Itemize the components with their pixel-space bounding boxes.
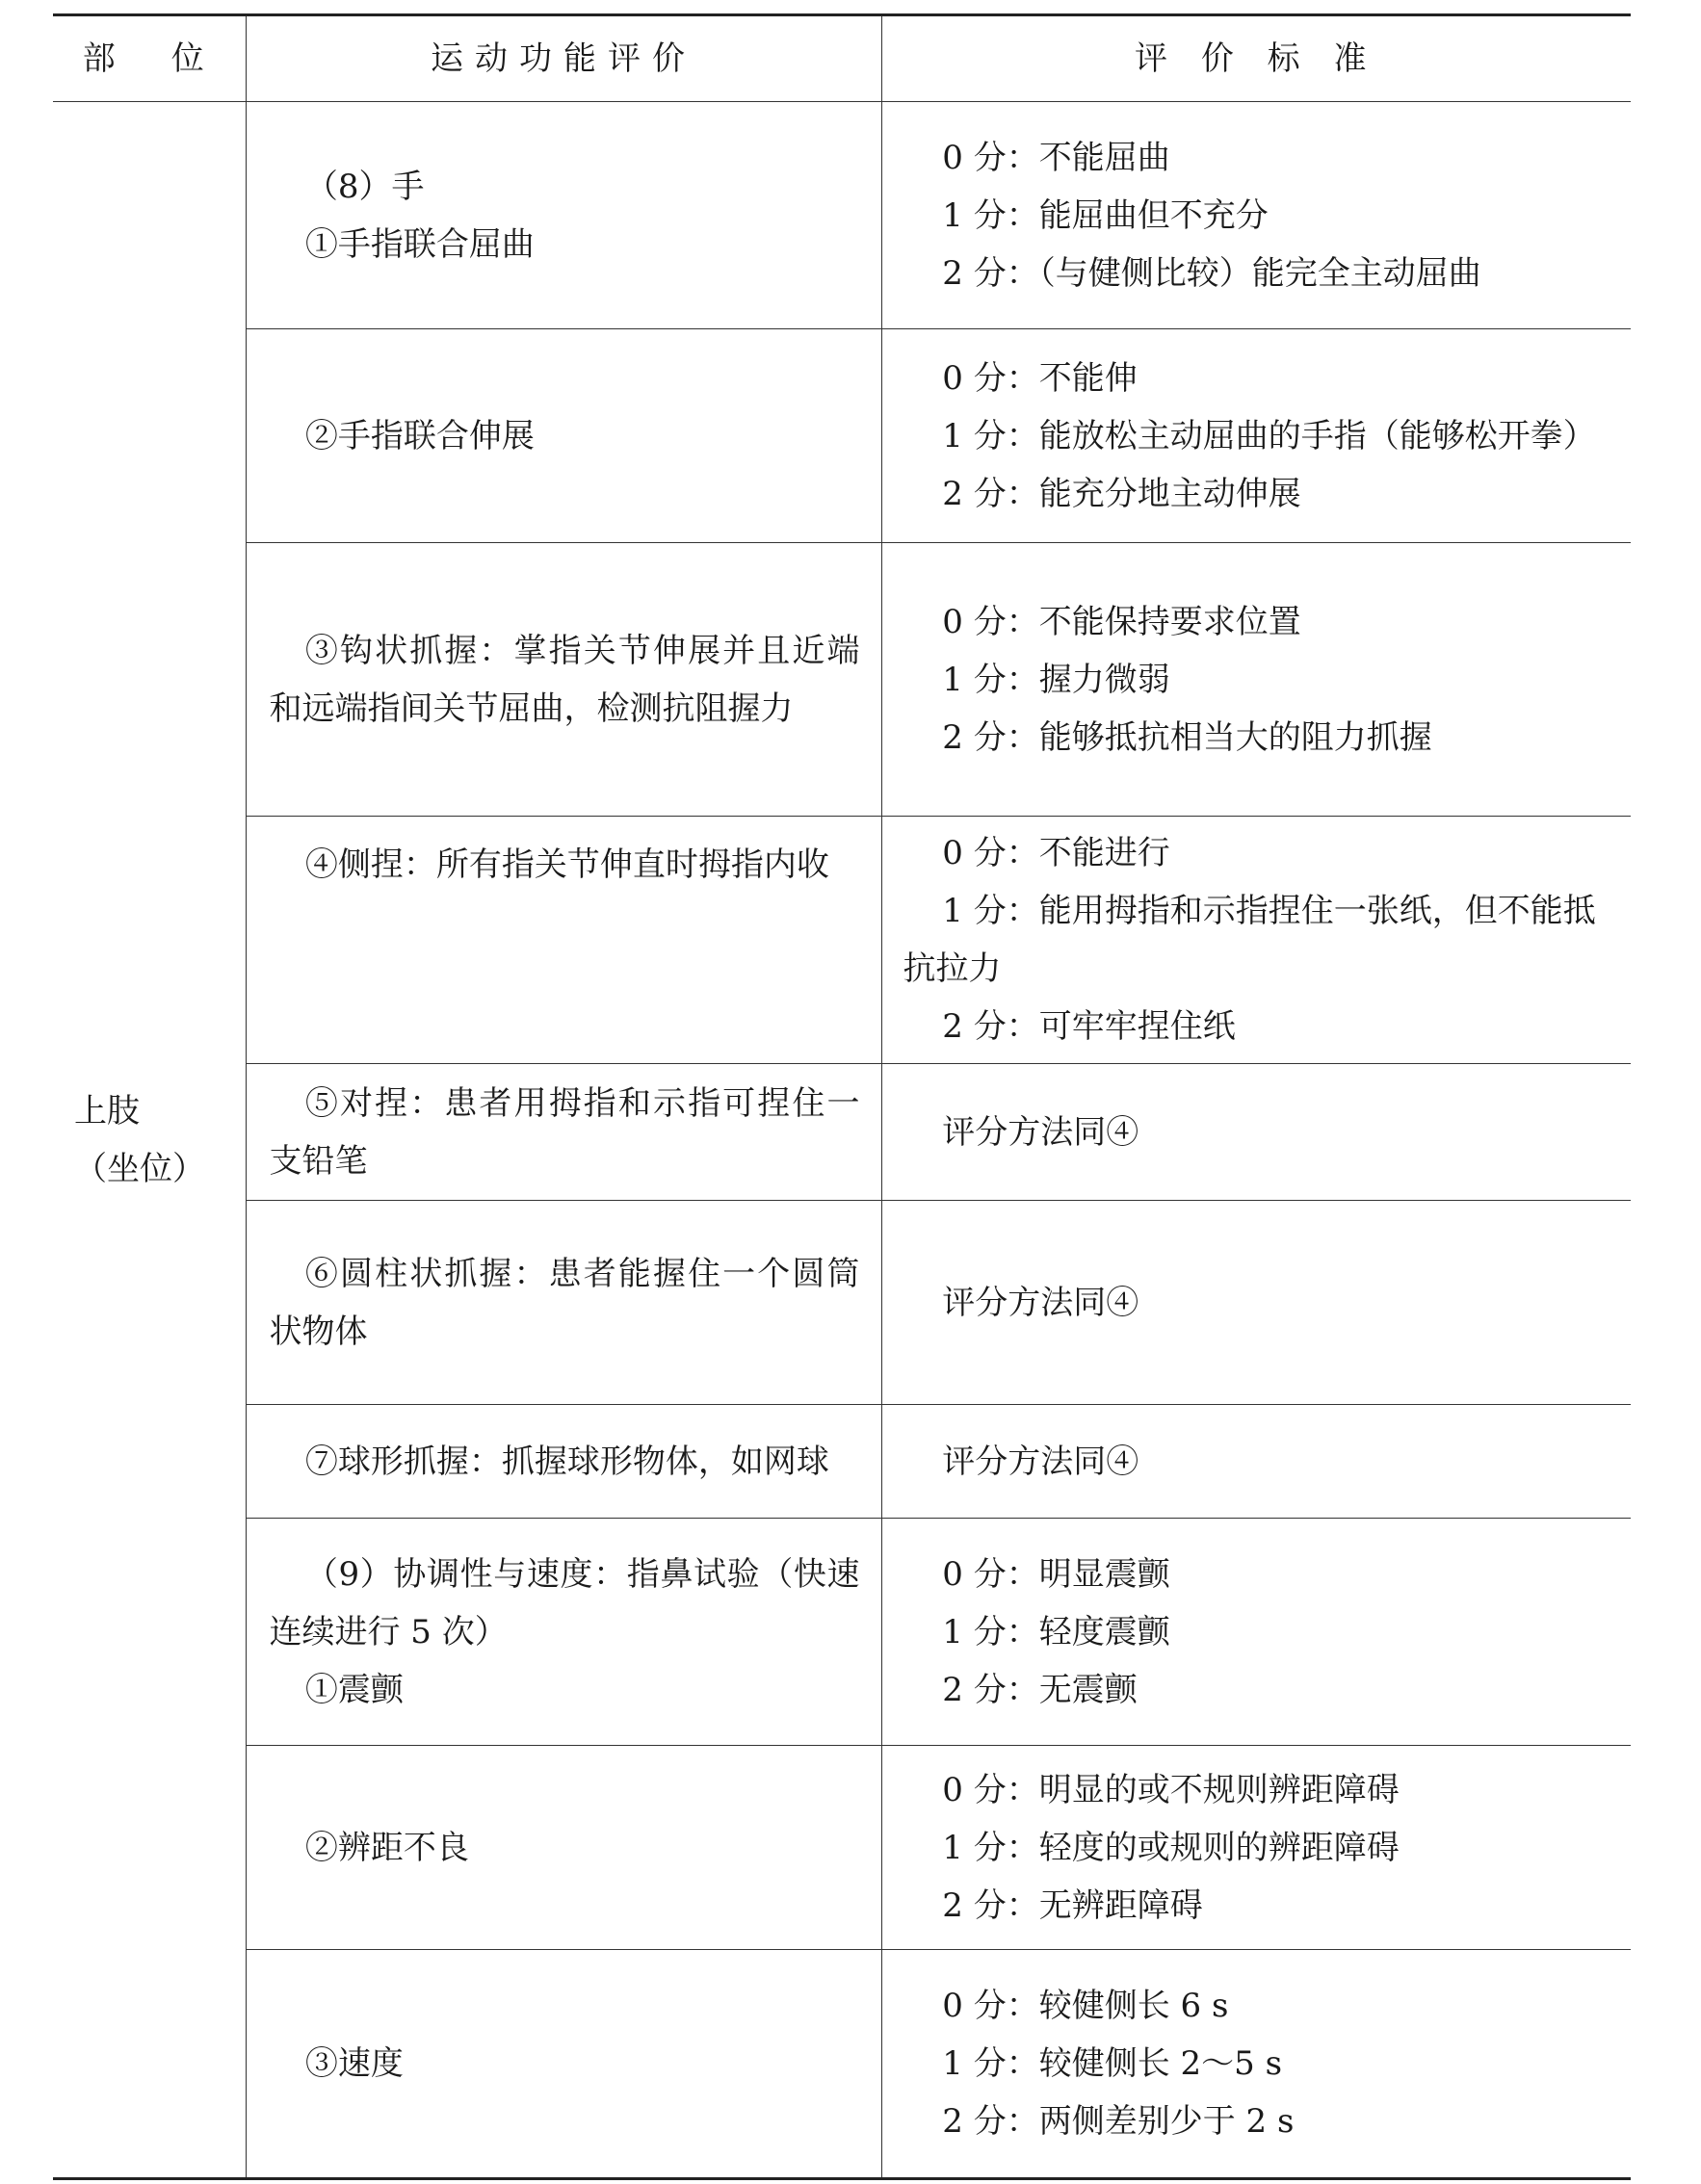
criteria-cell	[881, 1405, 1631, 1519]
part-position: （坐位）	[74, 1149, 205, 1188]
item-line: ⑥圆柱状抓握：患者能握住一个圆筒状物体	[269, 1254, 860, 1351]
part-label: 上肢	[74, 1091, 140, 1131]
criteria-line: 2 分：无辨距障碍	[942, 1885, 1203, 1925]
header-part: 部 位	[53, 15, 246, 102]
criteria-cell	[881, 1064, 1631, 1201]
item-cell	[246, 1519, 881, 1746]
table-row	[53, 102, 1631, 329]
criteria-cell	[881, 329, 1631, 543]
item-line: （8）手	[304, 167, 425, 206]
criteria-line: 1 分：握力微弱	[942, 660, 1170, 699]
table-row	[53, 1519, 1631, 1746]
criteria-line: 0 分：不能屈曲	[942, 138, 1170, 177]
criteria-line: 2 分：能够抵抗相当大的阻力抓握	[942, 717, 1432, 757]
criteria-cell	[881, 102, 1631, 329]
item-line: ③钩状抓握：掌指关节伸展并且近端和远端指间关节屈曲，检测抗阻握力	[269, 631, 860, 728]
item-line: ⑦球形抓握：抓握球形物体，如网球	[304, 1442, 829, 1481]
criteria-cell	[881, 1950, 1631, 2179]
table-row	[53, 1201, 1631, 1405]
assessment-table	[53, 13, 1631, 2180]
item-cell	[246, 1201, 881, 1405]
criteria-line: 评分方法同④	[942, 1112, 1139, 1152]
item-line: ③速度	[304, 2044, 404, 2083]
item-line: （9）协调性与速度：指鼻试验（快速连续进行 5 次）	[269, 1554, 860, 1651]
criteria-line: 0 分：较健侧长 6 s	[942, 1987, 1229, 2025]
item-cell	[246, 329, 881, 543]
part-cell	[53, 102, 246, 2179]
criteria-line: 0 分：明显震颤	[942, 1554, 1170, 1594]
item-cell	[246, 1064, 881, 1201]
criteria-line: 2 分：（与健侧比较）能完全主动屈曲	[942, 253, 1481, 293]
header-criteria: 评 价 标 准	[881, 15, 1631, 102]
criteria-line: 评分方法同④	[942, 1442, 1139, 1481]
item-cell	[246, 817, 881, 1064]
item-line: ②辨距不良	[304, 1828, 469, 1867]
criteria-cell	[881, 1746, 1631, 1950]
item-cell	[246, 102, 881, 329]
table-row	[53, 329, 1631, 543]
item-cell	[246, 1950, 881, 2179]
criteria-cell	[881, 1519, 1631, 1746]
criteria-line: 1 分：能屈曲但不充分	[942, 195, 1269, 235]
table-row	[53, 1950, 1631, 2179]
criteria-line: 2 分：可牢牢捏住纸	[942, 1007, 1236, 1046]
criteria-line: 1 分：能放松主动屈曲的手指（能够松开拳）	[942, 416, 1596, 455]
item-cell	[246, 543, 881, 817]
criteria-line: 0 分：不能伸	[942, 358, 1138, 398]
table-row	[53, 1405, 1631, 1519]
table-header-row	[53, 15, 1631, 102]
table-row	[53, 1746, 1631, 1950]
item-line: ②手指联合伸展	[304, 416, 535, 455]
table-row	[53, 1064, 1631, 1201]
item-line: ①震颤	[304, 1670, 404, 1709]
criteria-cell	[881, 817, 1631, 1064]
criteria-cell	[881, 1201, 1631, 1405]
criteria-line: 2 分：两侧差别少于 2 s	[942, 2102, 1295, 2141]
criteria-line: 1 分：较健侧长 2～5 s	[942, 2044, 1283, 2083]
table-row	[53, 817, 1631, 1064]
item-line: ①手指联合屈曲	[304, 224, 535, 264]
table-row	[53, 543, 1631, 817]
criteria-line: 1 分：轻度的或规则的辨距障碍	[942, 1828, 1400, 1867]
item-line: ④侧捏：所有指关节伸直时拇指内收	[304, 845, 829, 884]
criteria-line: 2 分：能充分地主动伸展	[942, 474, 1301, 513]
criteria-line: 0 分：不能保持要求位置	[942, 602, 1301, 641]
criteria-line: 0 分：不能进行	[942, 834, 1170, 872]
criteria-line: 评分方法同④	[942, 1283, 1139, 1322]
criteria-line: 2 分：无震颤	[942, 1670, 1138, 1709]
item-cell	[246, 1746, 881, 1950]
criteria-line: 1 分：能用拇指和示指捏住一张纸，但不能抵抗拉力	[903, 892, 1596, 988]
header-item: 运动功能评价	[246, 15, 881, 102]
item-cell	[246, 1405, 881, 1519]
item-line: ⑤对捏：患者用拇指和示指可捏住一支铅笔	[269, 1083, 860, 1181]
criteria-line: 1 分：轻度震颤	[942, 1612, 1170, 1651]
criteria-cell	[881, 543, 1631, 817]
criteria-line: 0 分：明显的或不规则辨距障碍	[942, 1770, 1400, 1809]
